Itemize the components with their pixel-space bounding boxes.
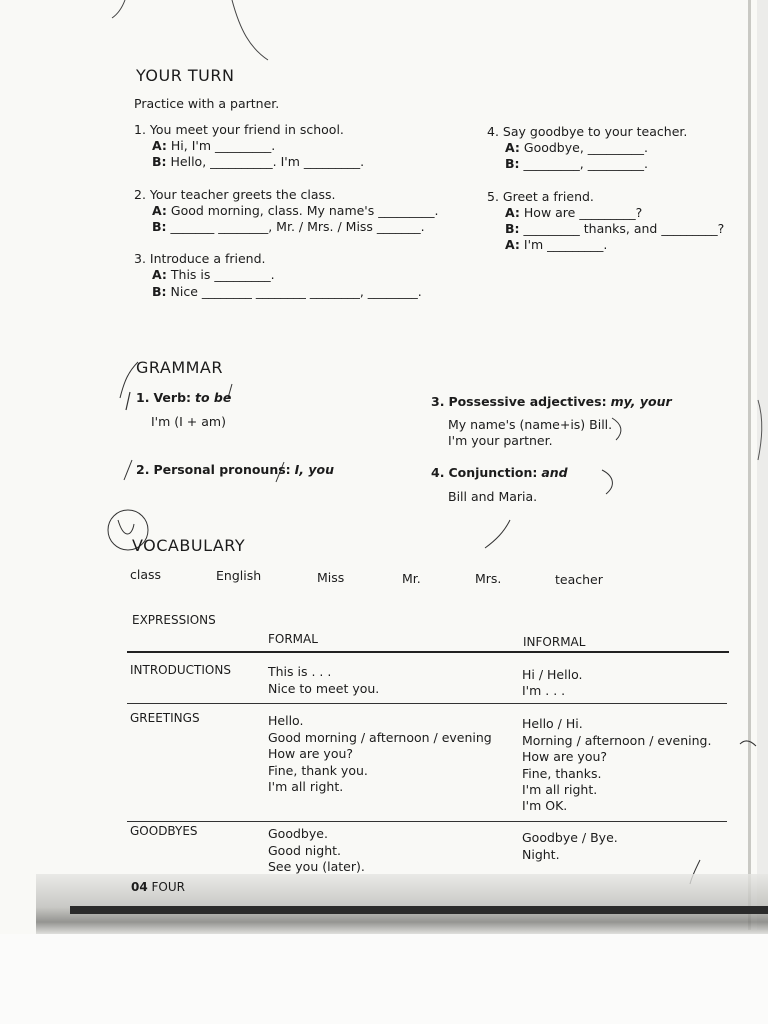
vocab-word: Mr. xyxy=(402,571,421,586)
speaker-a-label: A: xyxy=(152,267,167,282)
item-4-b-text: _________, _________. xyxy=(523,156,648,171)
item-4-line-a xyxy=(505,140,648,155)
greetings-formal-1: Hello. xyxy=(268,713,304,728)
table-rule xyxy=(127,703,727,704)
item-prompt: Greet a friend. xyxy=(502,189,594,204)
vocabulary-heading: VOCABULARY xyxy=(132,536,246,555)
item-5-line-a xyxy=(505,205,642,220)
item-2-b-text: _______ ________, Mr. / Mrs. / Miss _______. xyxy=(170,219,425,234)
greetings-informal-3: How are you? xyxy=(522,749,608,764)
item-5-line-b xyxy=(505,221,724,236)
item-5-a2-text: I'm _________. xyxy=(523,237,608,252)
item-2-a-text: Good morning, class. My name's _________. xyxy=(170,203,439,218)
grammar-heading: GRAMMAR xyxy=(136,358,223,377)
point-number: 4. xyxy=(431,465,445,480)
blank-margin xyxy=(0,934,768,1024)
greetings-formal-3: How are you? xyxy=(268,746,354,761)
exercise-item-3 xyxy=(134,251,266,266)
speaker-b-label: B: xyxy=(152,284,167,299)
speaker-b-label: B: xyxy=(152,219,167,234)
point-term: and xyxy=(541,465,568,480)
exercise-item-4 xyxy=(487,124,687,139)
your-turn-heading: YOUR TURN xyxy=(136,66,235,85)
speaker-b-label: B: xyxy=(152,154,167,169)
item-prompt: Say goodbye to your teacher. xyxy=(502,124,688,139)
vocab-word: teacher xyxy=(555,572,603,587)
item-3-line-b xyxy=(152,284,422,299)
greetings-informal-6: I'm OK. xyxy=(522,798,568,813)
item-number: 1. xyxy=(134,122,146,137)
point-term: my, your xyxy=(610,394,672,409)
grammar-point-3-example: My name's (name+is) Bill. xyxy=(448,417,613,432)
point-number: 1. xyxy=(136,390,150,405)
your-turn-instruction: Practice with a partner. xyxy=(134,96,280,111)
item-prompt: Your teacher greets the class. xyxy=(149,187,336,202)
introductions-informal-2: I'm . . . xyxy=(522,683,566,698)
speaker-a-label: A: xyxy=(505,205,520,220)
exercise-item-2 xyxy=(134,187,336,202)
item-1-line-a xyxy=(152,138,275,153)
grammar-point-2 xyxy=(136,462,334,477)
goodbyes-formal-1: Goodbye. xyxy=(268,826,328,841)
goodbyes-formal-3: See you (later). xyxy=(268,859,365,874)
grammar-point-4-example: Bill and Maria. xyxy=(448,489,538,504)
greetings-informal-2: Morning / afternoon / evening. xyxy=(522,733,712,748)
item-1-a-text: Hi, I'm _________. xyxy=(170,138,276,153)
introductions-formal-1: This is . . . xyxy=(268,664,332,679)
item-5-a-text: How are _________? xyxy=(523,205,643,220)
grammar-point-3-example-2: I'm your partner. xyxy=(448,433,553,448)
item-3-b-text: Nice ________ ________ ________, ________. xyxy=(170,284,422,299)
speaker-a-label: A: xyxy=(505,140,520,155)
point-label: Personal pronouns: xyxy=(153,462,291,477)
speaker-b-label: B: xyxy=(505,221,520,236)
item-number: 4. xyxy=(487,124,499,139)
grammar-point-1-example: I'm (I + am) xyxy=(151,414,226,429)
greetings-informal-5: I'm all right. xyxy=(522,782,598,797)
column-formal: FORMAL xyxy=(268,632,318,646)
expressions-heading: EXPRESSIONS xyxy=(132,613,216,627)
vocab-word: class xyxy=(130,567,162,582)
point-term: to be xyxy=(195,390,232,405)
item-4-a-text: Goodbye, _________. xyxy=(523,140,648,155)
grammar-point-3 xyxy=(431,394,672,409)
row-label-greetings: GREETINGS xyxy=(130,711,200,725)
table-rule xyxy=(127,821,727,822)
grammar-point-1 xyxy=(136,390,231,405)
speaker-a-label: A: xyxy=(152,203,167,218)
item-4-line-b xyxy=(505,156,648,171)
item-number: 2. xyxy=(134,187,146,202)
item-1-line-b xyxy=(152,154,364,169)
goodbyes-informal-1: Goodbye / Bye. xyxy=(522,830,618,845)
item-2-line-a xyxy=(152,203,438,218)
greetings-formal-4: Fine, thank you. xyxy=(268,763,368,778)
greetings-formal-2: Good morning / afternoon / evening xyxy=(268,730,492,745)
item-prompt: Introduce a friend. xyxy=(149,251,266,266)
goodbyes-informal-2: Night. xyxy=(522,847,560,862)
row-label-introductions: INTRODUCTIONS xyxy=(130,663,231,677)
greetings-informal-1: Hello / Hi. xyxy=(522,716,583,731)
point-label: Possessive adjectives: xyxy=(448,394,607,409)
item-prompt: You meet your friend in school. xyxy=(149,122,344,137)
item-number: 5. xyxy=(487,189,499,204)
speaker-a-label: A: xyxy=(152,138,167,153)
item-3-line-a xyxy=(152,267,275,282)
item-2-line-b xyxy=(152,219,425,234)
page-number-word: FOUR xyxy=(151,880,185,894)
introductions-formal-2: Nice to meet you. xyxy=(268,681,380,696)
speaker-a-label: A: xyxy=(505,237,520,252)
item-1-b-text: Hello, __________. I'm _________. xyxy=(170,154,365,169)
item-5-line-a2 xyxy=(505,237,607,252)
greetings-informal-4: Fine, thanks. xyxy=(522,766,602,781)
item-5-b-text: _________ thanks, and _________? xyxy=(523,221,725,236)
goodbyes-formal-2: Good night. xyxy=(268,843,342,858)
column-informal: INFORMAL xyxy=(523,635,586,649)
point-term: I, you xyxy=(294,462,335,477)
table-rule-top xyxy=(127,651,729,653)
exercise-item-1 xyxy=(134,122,344,137)
greetings-formal-5: I'm all right. xyxy=(268,779,344,794)
point-number: 3. xyxy=(431,394,445,409)
vocab-word: Mrs. xyxy=(475,571,502,586)
speaker-b-label: B: xyxy=(505,156,520,171)
point-label: Conjunction: xyxy=(448,465,538,480)
item-number: 3. xyxy=(134,251,146,266)
page-number xyxy=(131,880,185,894)
point-number: 2. xyxy=(136,462,150,477)
row-label-goodbyes: GOODBYES xyxy=(130,824,198,838)
vocab-word: English xyxy=(216,568,262,583)
point-label: Verb: xyxy=(153,390,192,405)
introductions-informal-1: Hi / Hello. xyxy=(522,667,583,682)
grammar-point-4 xyxy=(431,465,568,480)
exercise-item-5 xyxy=(487,189,594,204)
vocab-word: Miss xyxy=(317,570,345,585)
item-3-a-text: This is _________. xyxy=(170,267,275,282)
page-number-digits: 04 xyxy=(131,880,148,894)
scan-edge-band xyxy=(70,906,768,914)
